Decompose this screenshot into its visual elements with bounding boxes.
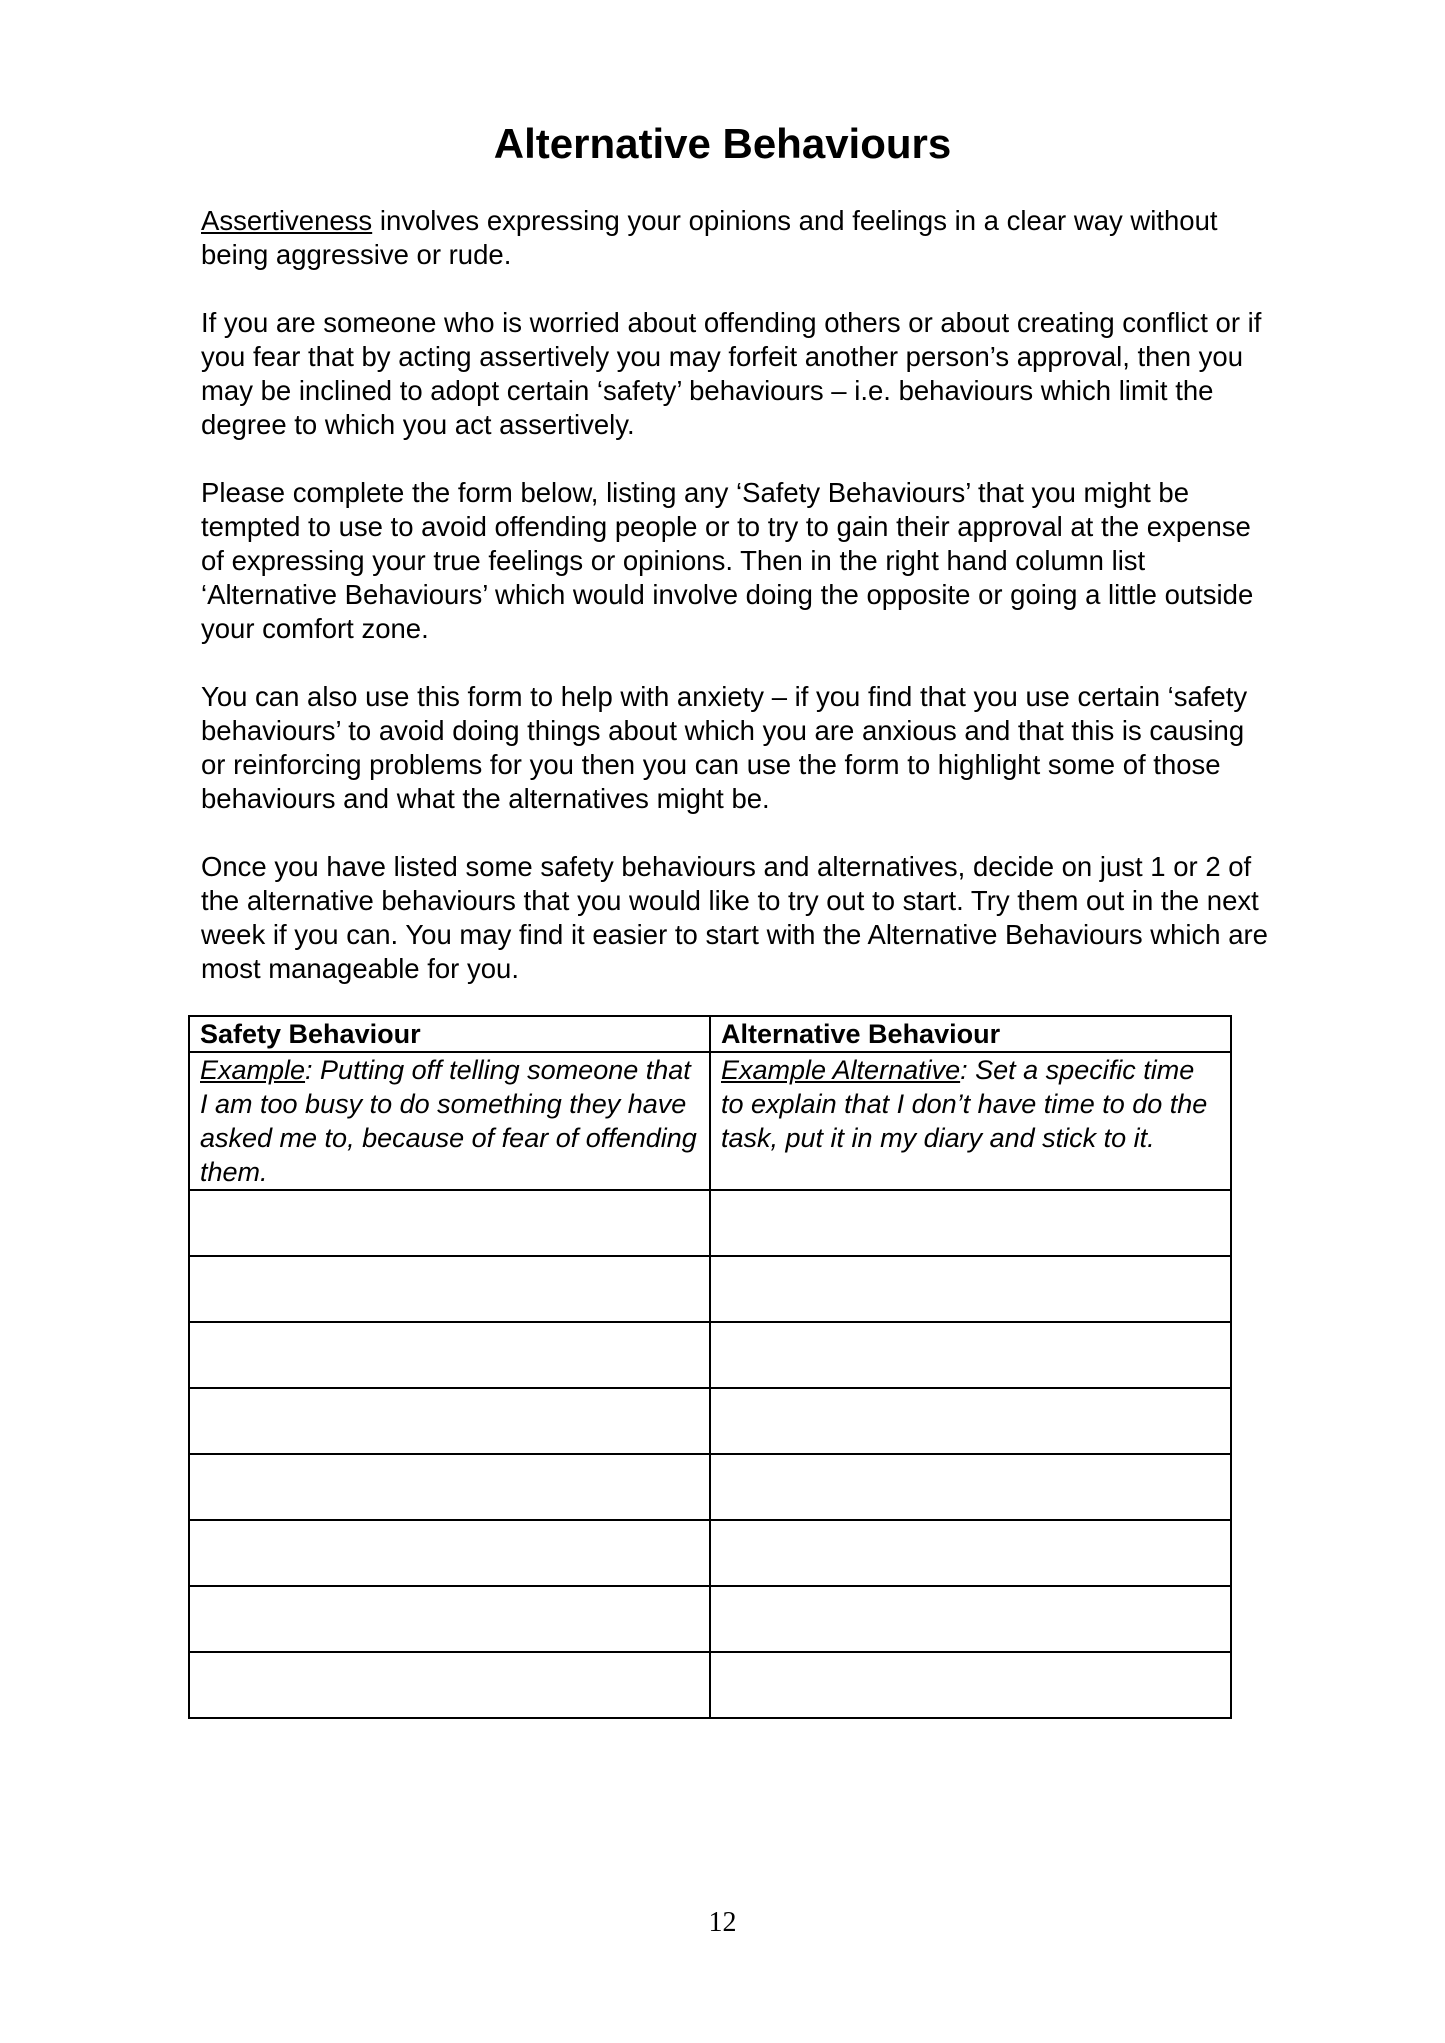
alternative-behaviour-cell[interactable] [710, 1520, 1231, 1586]
table-row [189, 1256, 1231, 1322]
table-row [189, 1190, 1231, 1256]
behaviour-form-table [188, 1015, 1232, 1719]
safety-behaviour-cell[interactable] [189, 1256, 710, 1322]
safety-behaviour-cell[interactable] [189, 1190, 710, 1256]
safety-behaviour-cell[interactable] [189, 1322, 710, 1388]
paragraph-next-steps: Once you have listed some safety behaviours and alternatives, decide on just 1 or 2 of the alternative behaviours that you would like to try out to start. Try them out in the next week if you can. You may find it easier to start with the Alternative Behaviours which are most manageable for you. [201, 851, 1268, 984]
example-safety-text: : Putting off telling someone that I am too busy to do something they have asked me to, because of fear of offending them. [200, 1055, 697, 1187]
alternative-behaviour-cell[interactable] [710, 1388, 1231, 1454]
safety-behaviour-cell[interactable] [189, 1520, 710, 1586]
alternative-behaviour-cell[interactable] [710, 1322, 1231, 1388]
table-row [189, 1388, 1231, 1454]
instructions-text [201, 204, 1276, 1020]
table-row [189, 1586, 1231, 1652]
example-alternative-label: Example Alternative [721, 1055, 961, 1085]
example-alternative-text: : Set a specific time to explain that I don’t have time to do the task, put it in my diary and stick to it. [721, 1055, 1208, 1153]
paragraph-anxiety: You can also use this form to help with anxiety – if you find that you use certain ‘safety behaviours’ to avoid doing things about which you are anxious and that this is causing or reinforcing problems for you then you can use the form to highlight some of those behaviours and what the alternatives might be. [201, 681, 1248, 814]
table-row [189, 1652, 1231, 1718]
safety-behaviour-cell[interactable] [189, 1388, 710, 1454]
alternative-behaviour-cell[interactable] [710, 1652, 1231, 1718]
example-alternative-cell [710, 1052, 1231, 1190]
assertiveness-term: Assertiveness [201, 205, 373, 236]
header-alternative-behaviour: Alternative Behaviour [710, 1016, 1231, 1052]
paragraph-assertiveness [201, 204, 1276, 272]
safety-behaviour-cell[interactable] [189, 1454, 710, 1520]
alternative-behaviour-cell[interactable] [710, 1256, 1231, 1322]
table-header-row [189, 1016, 1231, 1052]
safety-behaviour-cell[interactable] [189, 1652, 710, 1718]
example-safety-cell [189, 1052, 710, 1190]
table-row [189, 1322, 1231, 1388]
example-row [189, 1052, 1231, 1190]
alternative-behaviour-cell[interactable] [710, 1454, 1231, 1520]
alternative-behaviour-cell[interactable] [710, 1190, 1231, 1256]
header-safety-behaviour: Safety Behaviour [189, 1016, 710, 1052]
alternative-behaviour-cell[interactable] [710, 1586, 1231, 1652]
assertiveness-definition: involves expressing your opinions and feelings in a clear way without being aggressive or rude. [201, 205, 1218, 270]
paragraph-safety-behaviours: If you are someone who is worried about offending others or about creating conflict or if you fear that by acting assertively you may forfeit another person’s approval, then you may be inclined to adopt certain ‘safety’ behaviours – i.e. behaviours which limit the degree to which you act assertively. [201, 307, 1262, 440]
table-row [189, 1454, 1231, 1520]
paragraph-form-instructions: Please complete the form below, listing any ‘Safety Behaviours’ that you might be tempted to use to avoid offending people or to try to gain their approval at the expense of expressing your true feelings or opinions. Then in the right hand column list ‘Alternative Behaviours’ which would involve doing the opposite or going a little outside your comfort zone. [201, 477, 1254, 644]
page-title: Alternative Behaviours [493, 120, 952, 167]
page-number: 12 [708, 1907, 737, 1938]
table-row [189, 1520, 1231, 1586]
safety-behaviour-cell[interactable] [189, 1586, 710, 1652]
example-label: Example [200, 1055, 306, 1085]
